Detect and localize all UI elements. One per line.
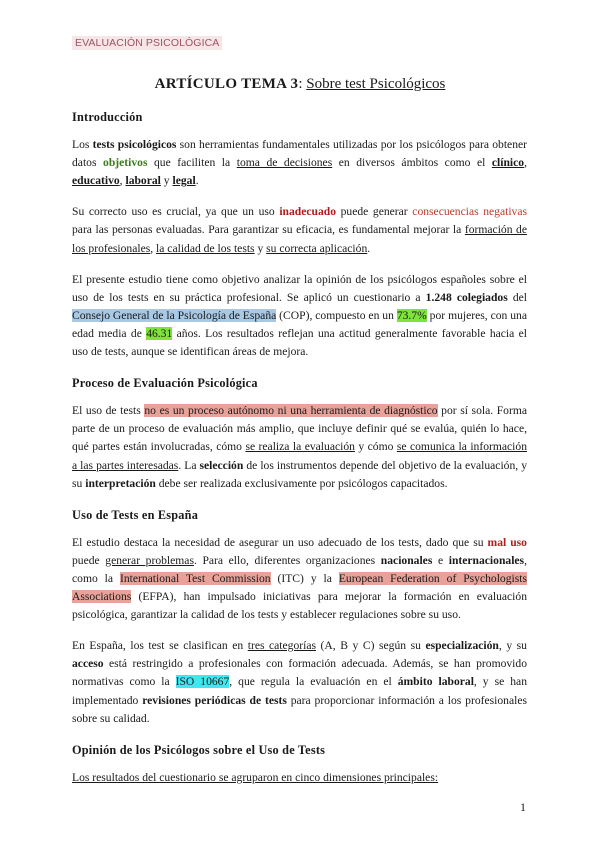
article-body (72, 108, 527, 800)
proceso-paragraph-1: El uso de tests no es un proceso autónomo ni una herramienta de diagnóstico por sí sola. Forma parte de un proceso de evaluación más amplio, que incluye definir qué se evalúa, quién lo hace, qué partes están involucradas, cómo se realiza la evaluación y cómo se comunica la información a las partes interesadas. La selección de los instrumentos depende del objetivo de la evaluación, y su interpretación debe ser realizada exclusivamente por psicólogos capacitados. (72, 404, 528, 490)
opinion-paragraph-1: Los resultados del cuestionario se agruparon en cinco dimensiones principales: (72, 770, 439, 784)
title-separator: : (298, 76, 307, 92)
title-main: ARTÍCULO TEMA 3 (154, 76, 299, 92)
page-number: 1 (520, 800, 526, 814)
uso-paragraph-1: El estudio destaca la necesidad de asegurar un uso adecuado de los tests, dado que su mal uso puede generar problemas. Para ello, diferentes organizaciones nacionales e internacionales, como la International Test Commission (ITC) y la European Federation of Psychologists Associations (EFPA), han impulsado iniciativas para mejorar la formación en evaluación psicológica, garantizar la calidad de los tests y establecer regulaciones sobre su uso. (72, 535, 527, 622)
intro-paragraph-3: El presente estudio tiene como objetivo analizar la opinión de los psicólogos españoles sobre el uso de los tests en su práctica profesional. Se aplicó un cuestionario a 1.248 colegiados del Consejo General de la Psicología de España (COP), compuesto en un 73.7% por mujeres, con una edad media de 46.31 años. Los resultados reflejan una actitud generalmente favorable hacia el uso de tests, aunque se identifican áreas de mejora. (72, 272, 527, 359)
section-heading-opinion: Opinión de los Psicólogos sobre el Uso de Tests (72, 742, 326, 757)
intro-paragraph-2: Su correcto uso es crucial, ya que un uso inadecuado puede generar consecuencias negativas para las personas evaluadas. Para garantizar su eficacia, es fundamental mejorar la formación de los profesionales, la calidad de los tests y su correcta aplicación. (72, 205, 527, 255)
intro-paragraph-1: Los tests psicológicos son herramientas fundamentales utilizadas por los psicólogos para obtener datos objetivos que faciliten la toma de decisiones en diversos ámbitos como el clínico, educativo, laboral y legal. (72, 138, 528, 188)
running-header: EVALUACIÓN PSICOLÓGICA (72, 36, 222, 50)
section-heading-intro: Introducción (72, 110, 143, 124)
uso-paragraph-2: En España, los test se clasifican en tres categorías (A, B y C) según su especialización, y su acceso está restringido a profesionales con formación adecuada. Además, se han promovido normativas como la ISO 10667, que regula la evaluación en el ámbito laboral, y se han implementado revisiones periódicas de tests para proporcionar información a los profesionales sobre su calidad. (72, 639, 527, 725)
page-title (0, 76, 600, 93)
title-subtitle: Sobre test Psicológicos (306, 76, 446, 92)
section-heading-proceso: Proceso de Evaluación Psicológica (72, 376, 258, 391)
section-heading-uso: Uso de Tests en España (72, 507, 199, 522)
